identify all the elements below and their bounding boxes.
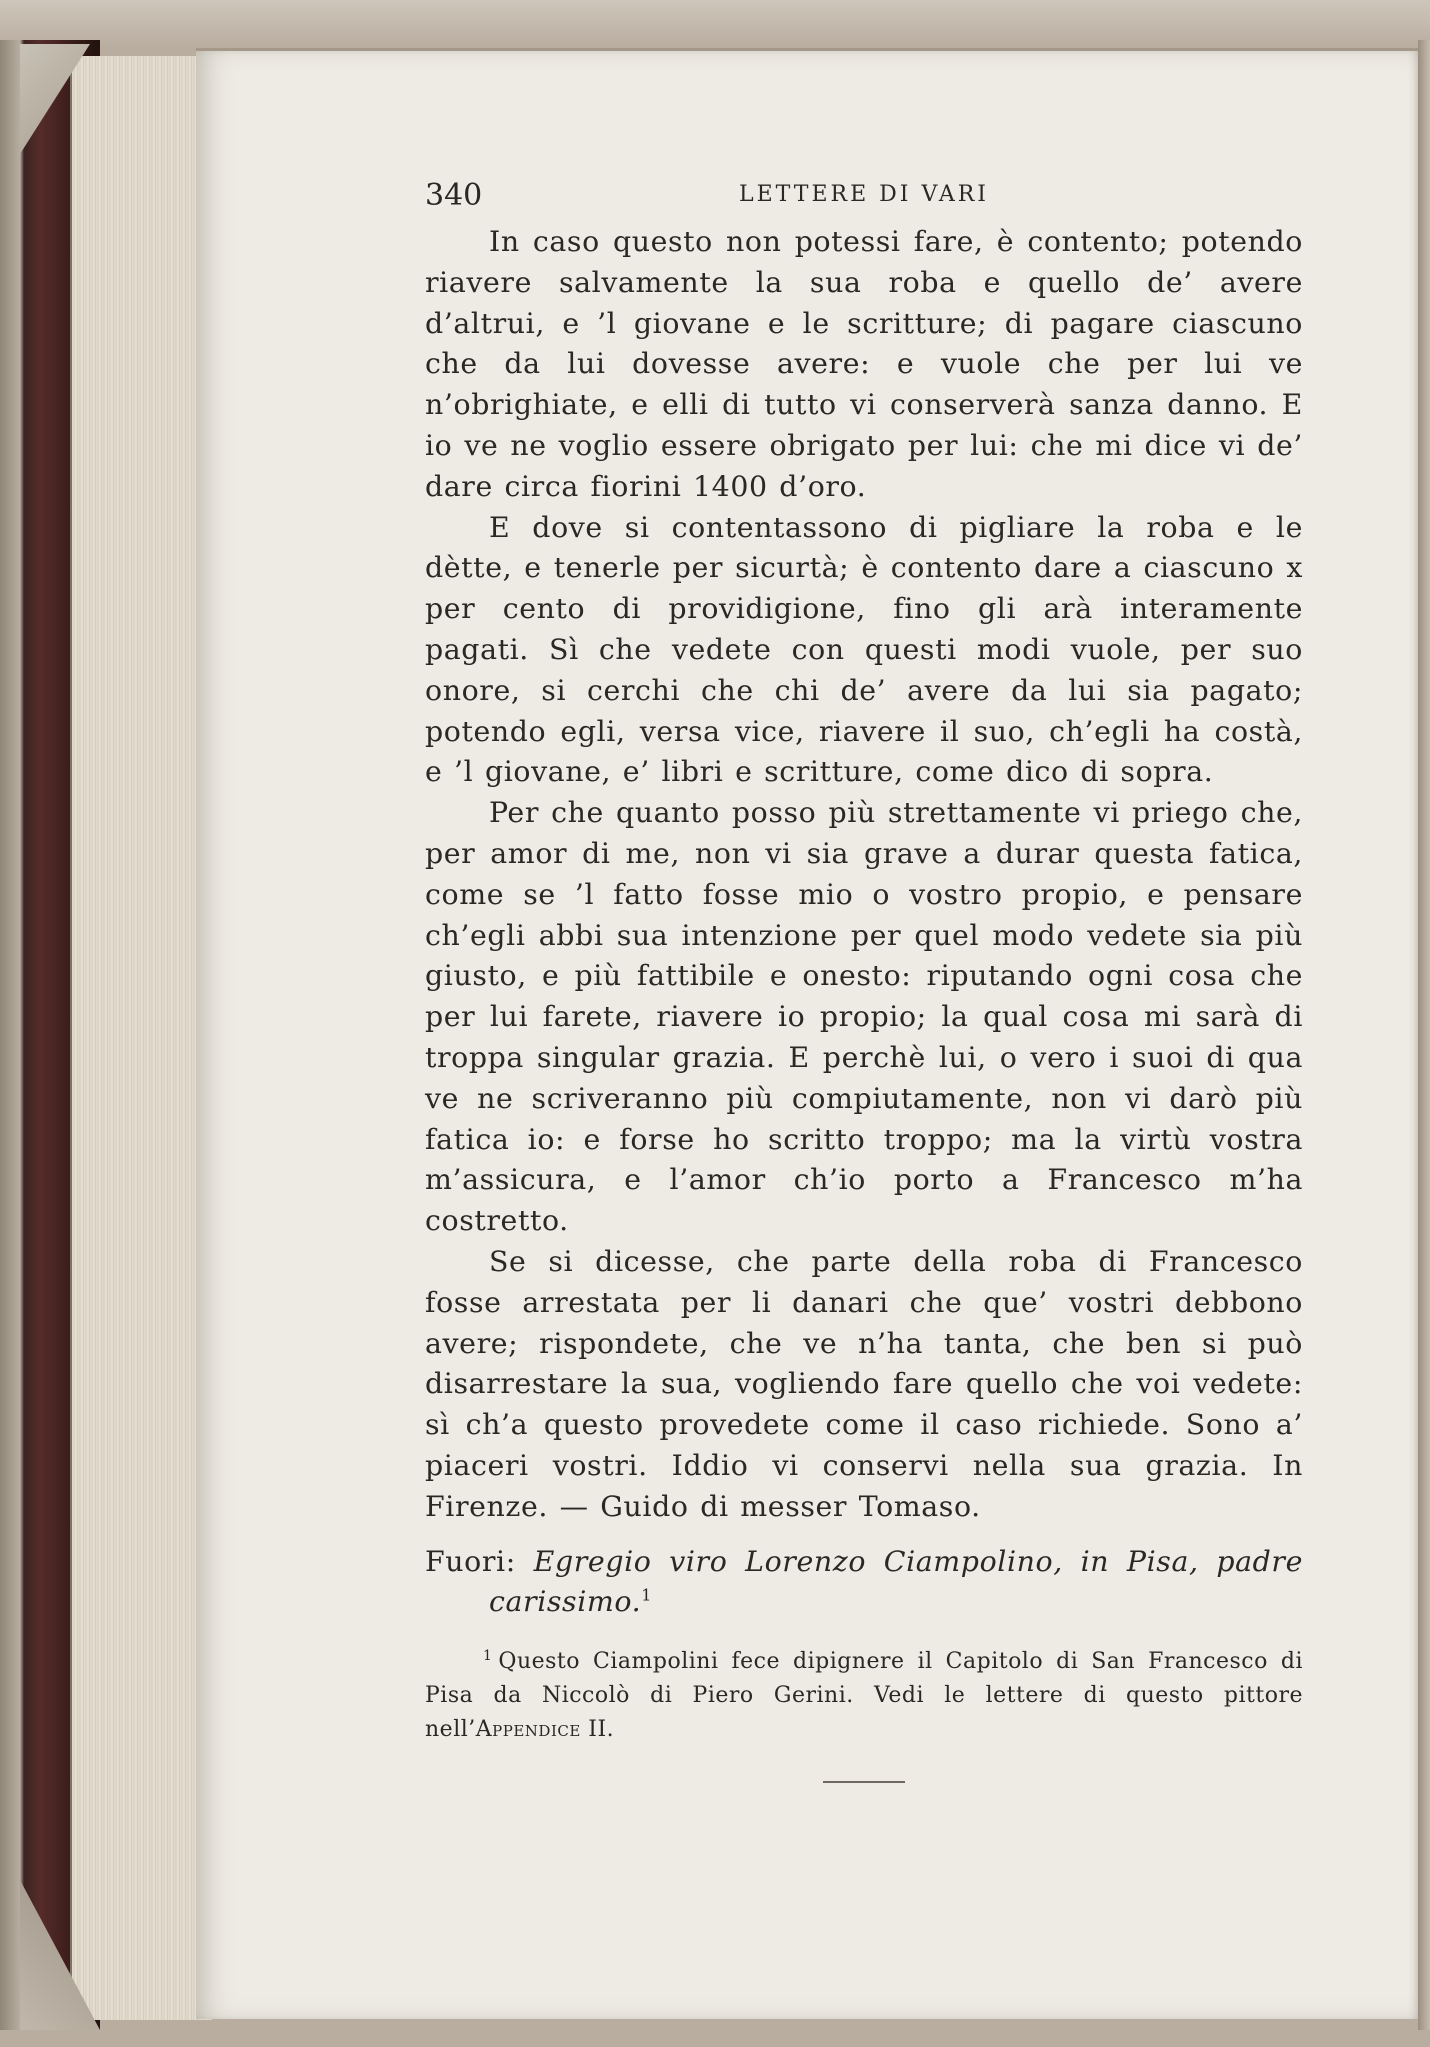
- footnote: [425, 1645, 1303, 1747]
- address-label: Fuori:: [425, 1544, 516, 1578]
- running-title: LETTERE DI VARI: [739, 182, 989, 207]
- address-text: Egregio viro Lorenzo Ciampolino, in Pisa, padre carissimo.: [489, 1544, 1303, 1619]
- paragraph-2: E dove si contentassono di pigliare la roba e le dètte, e tenerle per sicurtà; è contento dare a ciascuno x per cento di providigione, fino gli arà interamente pagati. Sì che vedete con questi modi vuole, per suo onore, si cerchi che chi de’ avere da lui sia pagato; potendo egli, versa vice, riavere il suo, ch’egli ha costà, e ’l giovane, e’ libri e scritture, come dico di sopra.: [425, 510, 1303, 789]
- page-edges: [70, 56, 212, 2020]
- letter-body: [425, 222, 1303, 1528]
- address-note-mark: 1: [641, 1585, 653, 1605]
- paragraph-3: Per che quanto posso più strettamente vi priego che, per amor di me, non vi sia grave a durar questa fatica, come se ’l fatto fosse mio o vostro propio, e pensare ch’egli abbi sua intenzione per quel modo vedete sia più giusto, e più fattibile e onesto: riputando ogni cosa che per lui farete, riavere io propio; la qual cosa mi sarà di troppa singular grazia. E perchè lui, o vero i suoi di qua ve ne scriveranno più compiutamente, non vi darò più fatica io: e forse ho scritto troppo; ma la virtù vostra m’assicura, e l’amor ch’io porto a Francesco m’ha costretto.: [425, 796, 1303, 1238]
- text-block: [425, 178, 1303, 1783]
- footnote-appendix: Appendice II.: [475, 1717, 615, 1743]
- page-number: 340: [425, 178, 483, 213]
- paragraph-4: Se si dicesse, che parte della roba di Francesco fosse arrestata per li danari che que’ vostri debbono avere; rispondete, che ve n’ha tanta, che ben si può disarrestare la sua, vogliendo fare quello che voi vedete: sì ch’a questo provedete come il caso richiede. Sono a’ piaceri vostri. Iddio vi conservi nella sua grazia. In Firenze. — Guido di messer Tomaso.: [425, 1244, 1303, 1523]
- backdrop: [0, 0, 1430, 48]
- footnote-mark: 1: [483, 1647, 493, 1664]
- footnote-text: Questo Ciampolini fece dipignere il Capitolo di San Francesco di Pisa da Niccolò di Piero Gerini. Vedi le lettere di questo pittore nell’: [425, 1649, 1303, 1743]
- paragraph-1: In caso questo non potessi fare, è contento; potendo riavere salvamente la sua roba e quello de’ avere d’altrui, e ’l giovane e le scritture; di pagare ciascuno che da lui dovesse avere: e vuole che per lui ve n’obrighiate, e elli di tutto vi conserverà sanza danno. E io ve ne voglio essere obrigato per lui: che mi dice vi de’ dare circa fiorini 1400 d’oro.: [425, 225, 1303, 503]
- address-line: [425, 1542, 1303, 1624]
- facing-page-edge: [1418, 40, 1430, 2030]
- running-head: [425, 178, 1303, 222]
- end-rule: [823, 1781, 905, 1783]
